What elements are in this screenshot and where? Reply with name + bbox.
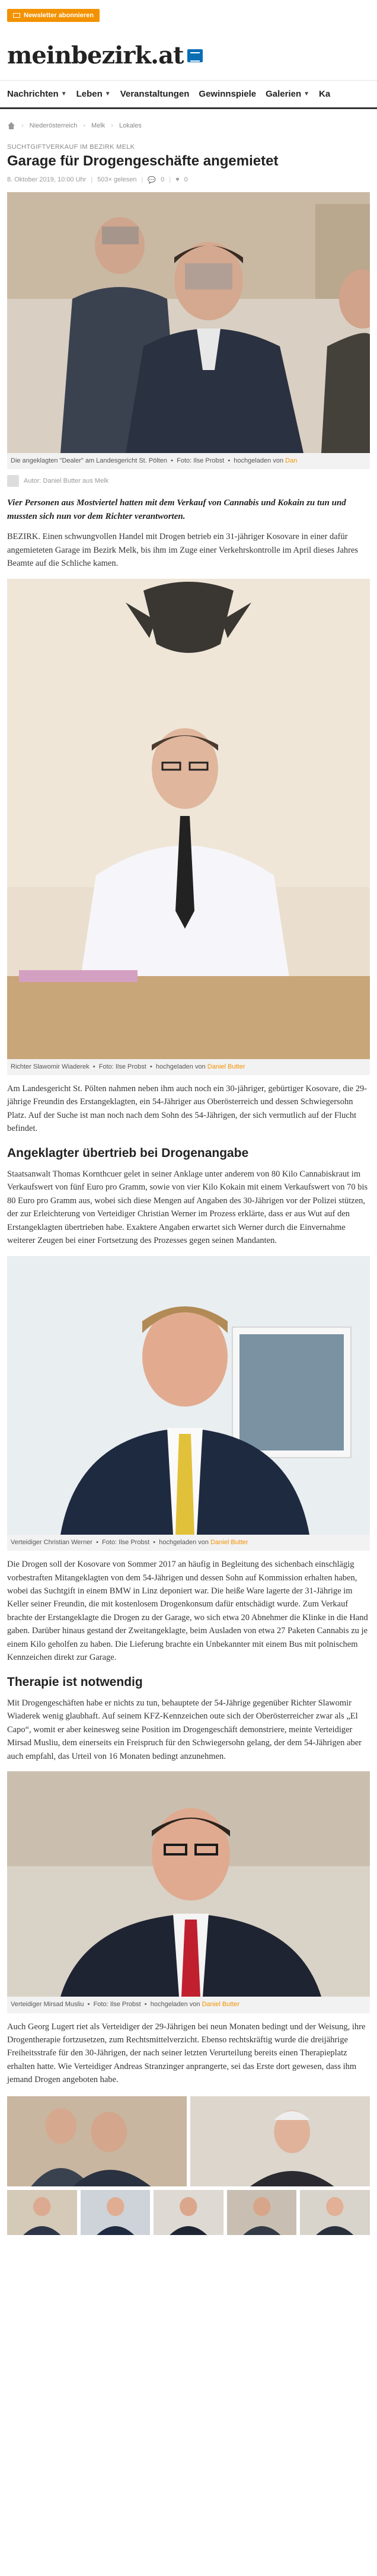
meta-separator: | (169, 176, 171, 184)
paragraph-5: Mit Drogengeschäften habe er nichts zu tun, behauptete der 54-Jährige gegenüber Richter Slawomir Wiaderek wenig glaubhaft. Auf seinem KFZ-Kennzeichen oute sich der Oberösterreicher zwar als „El Capo“, womit er aber keinesweg seine Position im Drogengeschäft demonstriere, meinte Verteidiger Mirsad Musliu, dem einerseits ein Freispruch für den Schwiegersohn gelang, der dem 54-Jährigen aber auch empfahl, das Urteil von 16 Monaten bedingt anzunehmen. (7, 1698, 362, 1761)
top-bar (0, 0, 377, 31)
home-icon[interactable] (7, 122, 15, 129)
caption-text: Die angeklagten "Dealer" am Landesgericht St. Pölten (11, 457, 168, 464)
paragraph-6: Auch Georg Lugert riet als Verteidiger der 29-Jährigen bei neun Monaten bedingt und der Weisung, ihre Drogentherapie fortzusetzen, zum Rechtsmittelverzicht. Ebenso rechtskräftig wurde die dreijährige Freiheitsstrafe für den 30-Jährigen, der nach seiner letzten Verurteilung bereits einen Therapieplatz erhalten hatte. Wie Verteidiger Andreas Stranzinger anprangerte, sei das Erste dort gewesen, dass ihm jemand Drogen angeboten habe. (7, 2022, 366, 2085)
article-figure-3 (7, 1256, 370, 1551)
breadcrumb-item[interactable]: Niederösterreich (29, 122, 78, 129)
chevron-down-icon: ▼ (60, 91, 67, 97)
main-nav (0, 81, 377, 109)
gallery-thumbnail[interactable] (300, 2190, 370, 2235)
photo-gallery (7, 2096, 370, 2186)
breadcrumb (0, 109, 377, 142)
caption-user-link[interactable]: Daniel Butter (202, 2001, 240, 2008)
gallery-thumbnail[interactable] (81, 2190, 151, 2235)
nav-label: Gewinnspiele (199, 89, 257, 99)
chevron-down-icon: ▼ (104, 91, 111, 97)
caption-user-link[interactable]: Daniel Butter (210, 1538, 248, 1546)
article-kicker: SUCHTGIFTVERKAUF IM BEZIRK MELK (7, 144, 135, 151)
nav-label: Leben (76, 89, 103, 99)
nav-item-gewinnspiele[interactable] (199, 89, 256, 99)
comment-icon[interactable]: 💬 (148, 176, 156, 184)
caption-foto: Foto: Ilse Probst (98, 1063, 146, 1070)
article-views: 503× gelesen (97, 176, 137, 184)
caption-foto: Foto: Ilse Probst (93, 2001, 141, 2008)
caption-text: Richter Slawomir Wiaderek (11, 1063, 90, 1070)
nav-item-veranstaltungen[interactable] (120, 89, 190, 99)
like-icon[interactable]: ♥ (175, 176, 180, 184)
logo-row (0, 31, 377, 81)
gallery-image[interactable] (190, 2096, 370, 2186)
paragraph-2: Am Landesgericht St. Pölten nahmen neben ihm auch noch ein 30-jähriger, gebürtiger Kosovare, die 29-jährige Freundin des Erstangeklagten, ein 54-Jähriger aus Oberösterreich und dessen Schwiegersohn Platz. Auf der Suche ist man noch nach dem Sohn des 54-Jährigen, der sich vermutlich auf der Flucht befindet. (7, 1083, 368, 1134)
gallery-thumbnail[interactable] (154, 2190, 223, 2235)
breadcrumb-item[interactable]: Melk (91, 122, 106, 129)
judge-photo[interactable] (7, 579, 370, 1059)
figure-caption: Richter Slawomir Wiaderek • Foto: Ilse Probst • hochgeladen von Daniel Butter (7, 1059, 370, 1075)
breadcrumb-separator: › (83, 122, 86, 129)
envelope-icon (13, 13, 20, 18)
figure-caption: Die angeklagten "Dealer" am Landesgericht St. Pölten • Foto: Ilse Probst • hochgeladen von Dan (7, 453, 370, 469)
nav-label: Nachrichten (7, 89, 59, 99)
caption-uploaded: hochgeladen von (155, 1063, 206, 1070)
article-meta (7, 176, 370, 184)
defendants-photo[interactable] (7, 192, 370, 453)
article-figure-4 (7, 1771, 370, 2013)
meta-separator: | (91, 176, 93, 184)
gallery-thumbnails (7, 2190, 370, 2235)
paragraph-3: Staatsanwalt Thomas Kornthcuer gelet in seiner Anklage unter anderem von 80 Kilo Cannabiskraut im Verkaufswert von fünf Euro pro Gramm, sowie von vier Kilo Kokain mit einem Verkaufswert von 70 bis 80 Euro pro Gramm aus, wobei sich diese Mengen auf Angaben des 30-Jährigen vor der Polizei stützen, der zur Erleichterung von Verteidiger Christian Werner im Prozess erklärte, dass er aus Wut auf den Erstangeklagten übertrieben habe. Exaktere Angaben erwartet sich Werner durch die Einvernahme weiterer Zeugen bei einer Fortsetzung des Prozesses gegen seinen Mandanten. (7, 1169, 368, 1246)
like-count: 0 (184, 176, 188, 184)
logo-badge-icon (187, 49, 203, 62)
author-line (7, 475, 370, 487)
article-lead: Vier Personen aus Mostviertel hatten mit dem Verkauf von Cannabis und Kokain zu tun und mussten sich nun vor dem Richter verantworten. (7, 498, 346, 521)
gallery-thumbnail[interactable] (7, 2190, 77, 2235)
nav-label: Veranstaltungen (120, 89, 190, 99)
defender-musliu-photo[interactable] (7, 1771, 370, 1997)
article-title: Garage für Drogengeschäfte angemietet (7, 153, 279, 169)
subheading-2: Therapie ist notwendig (7, 1675, 143, 1689)
nav-label: Galerien (266, 89, 302, 99)
defender-werner-photo[interactable] (7, 1256, 370, 1535)
comment-count: 0 (161, 176, 165, 184)
nav-item-nachrichten[interactable] (7, 89, 67, 99)
nav-item-more[interactable] (319, 89, 330, 99)
caption-uploaded: hochgeladen von (159, 1538, 209, 1546)
nav-item-leben[interactable] (76, 89, 111, 99)
caption-foto: Foto: Ilse Probst (102, 1538, 150, 1546)
caption-user-link[interactable]: Dan (285, 457, 298, 464)
gallery-image[interactable] (7, 2096, 187, 2186)
caption-text: Verteidiger Mirsad Musliu (11, 2001, 84, 2008)
caption-uploaded: hochgeladen von (150, 2001, 200, 2008)
newsletter-label: Newsletter abonnieren (24, 12, 94, 19)
breadcrumb-item[interactable]: Lokales (119, 122, 142, 129)
paragraph-4: Die Drogen soll der Kosovare von Sommer 2017 an häufig in Begleitung des sichenbach einschlägig vorbestraften Mitangeklagten von dem 54-Jährigen und dessen Sohn auf Kommission erhalten haben, wobei das Suchtgift in einem BMW in Linz deponiert war. Die heiße Ware lagerte der 31-Jährige im Keller seiner Freundin, die mit kostenlosem Drogenkonsum dafür entschädigt wurde. Zum Verkauf brachte der Erstangeklagte die Drogen zu der Garage, wo sich etwa 20 Abnehmer die Klinke in die Hand gaben. Darüber hinaus gestand der Zweitangeklagte, beim Ausladen von etwa 27 Paketen Cannabis zu je einem Kilo geholfen zu haben. Die Lieferung brachte ein Unbekannter mit einem Bus mit polnischem Kennzeichen direkt zur Garage. (7, 1560, 368, 1663)
article-figure-1 (7, 192, 370, 469)
paragraph-1: BEZIRK. Einen schwungvollen Handel mit Drogen betrieb ein 31-jähriger Kosovare in einer dafür angemieteten Garage im Bezirk Melk, bis ihm im Zuge einer Verkehrskontrolle im April dieses Jahres Beamte auf die Schliche kamen. (7, 532, 359, 569)
avatar[interactable] (7, 475, 19, 487)
nav-item-galerien[interactable] (266, 89, 309, 99)
site-logo[interactable]: meinbezirk.at (7, 42, 184, 69)
article-date: 8. Oktober 2019, 10:00 Uhr (7, 176, 87, 184)
figure-caption: Verteidiger Christian Werner • Foto: Ilse Probst • hochgeladen von Daniel Butter (7, 1535, 370, 1551)
caption-user-link[interactable]: Daniel Butter (207, 1063, 245, 1070)
subheading-1: Angeklagter übertrieb bei Drogenangabe (7, 1146, 249, 1160)
newsletter-button[interactable] (7, 9, 100, 22)
nav-label: Ka (319, 89, 331, 99)
meta-separator: | (141, 176, 143, 184)
author-name[interactable]: Autor: Daniel Butter aus Melk (24, 477, 109, 485)
article-figure-2 (7, 579, 370, 1075)
article (0, 144, 377, 2235)
gallery-thumbnail[interactable] (227, 2190, 297, 2235)
caption-foto: Foto: Ilse Probst (177, 457, 225, 464)
chevron-down-icon: ▼ (303, 91, 310, 97)
breadcrumb-separator: › (111, 122, 113, 129)
caption-uploaded: hochgeladen von (234, 457, 284, 464)
breadcrumb-separator: › (21, 122, 24, 129)
figure-caption: Verteidiger Mirsad Musliu • Foto: Ilse Probst • hochgeladen von Daniel Butter (7, 1997, 370, 2013)
caption-text: Verteidiger Christian Werner (11, 1538, 92, 1546)
